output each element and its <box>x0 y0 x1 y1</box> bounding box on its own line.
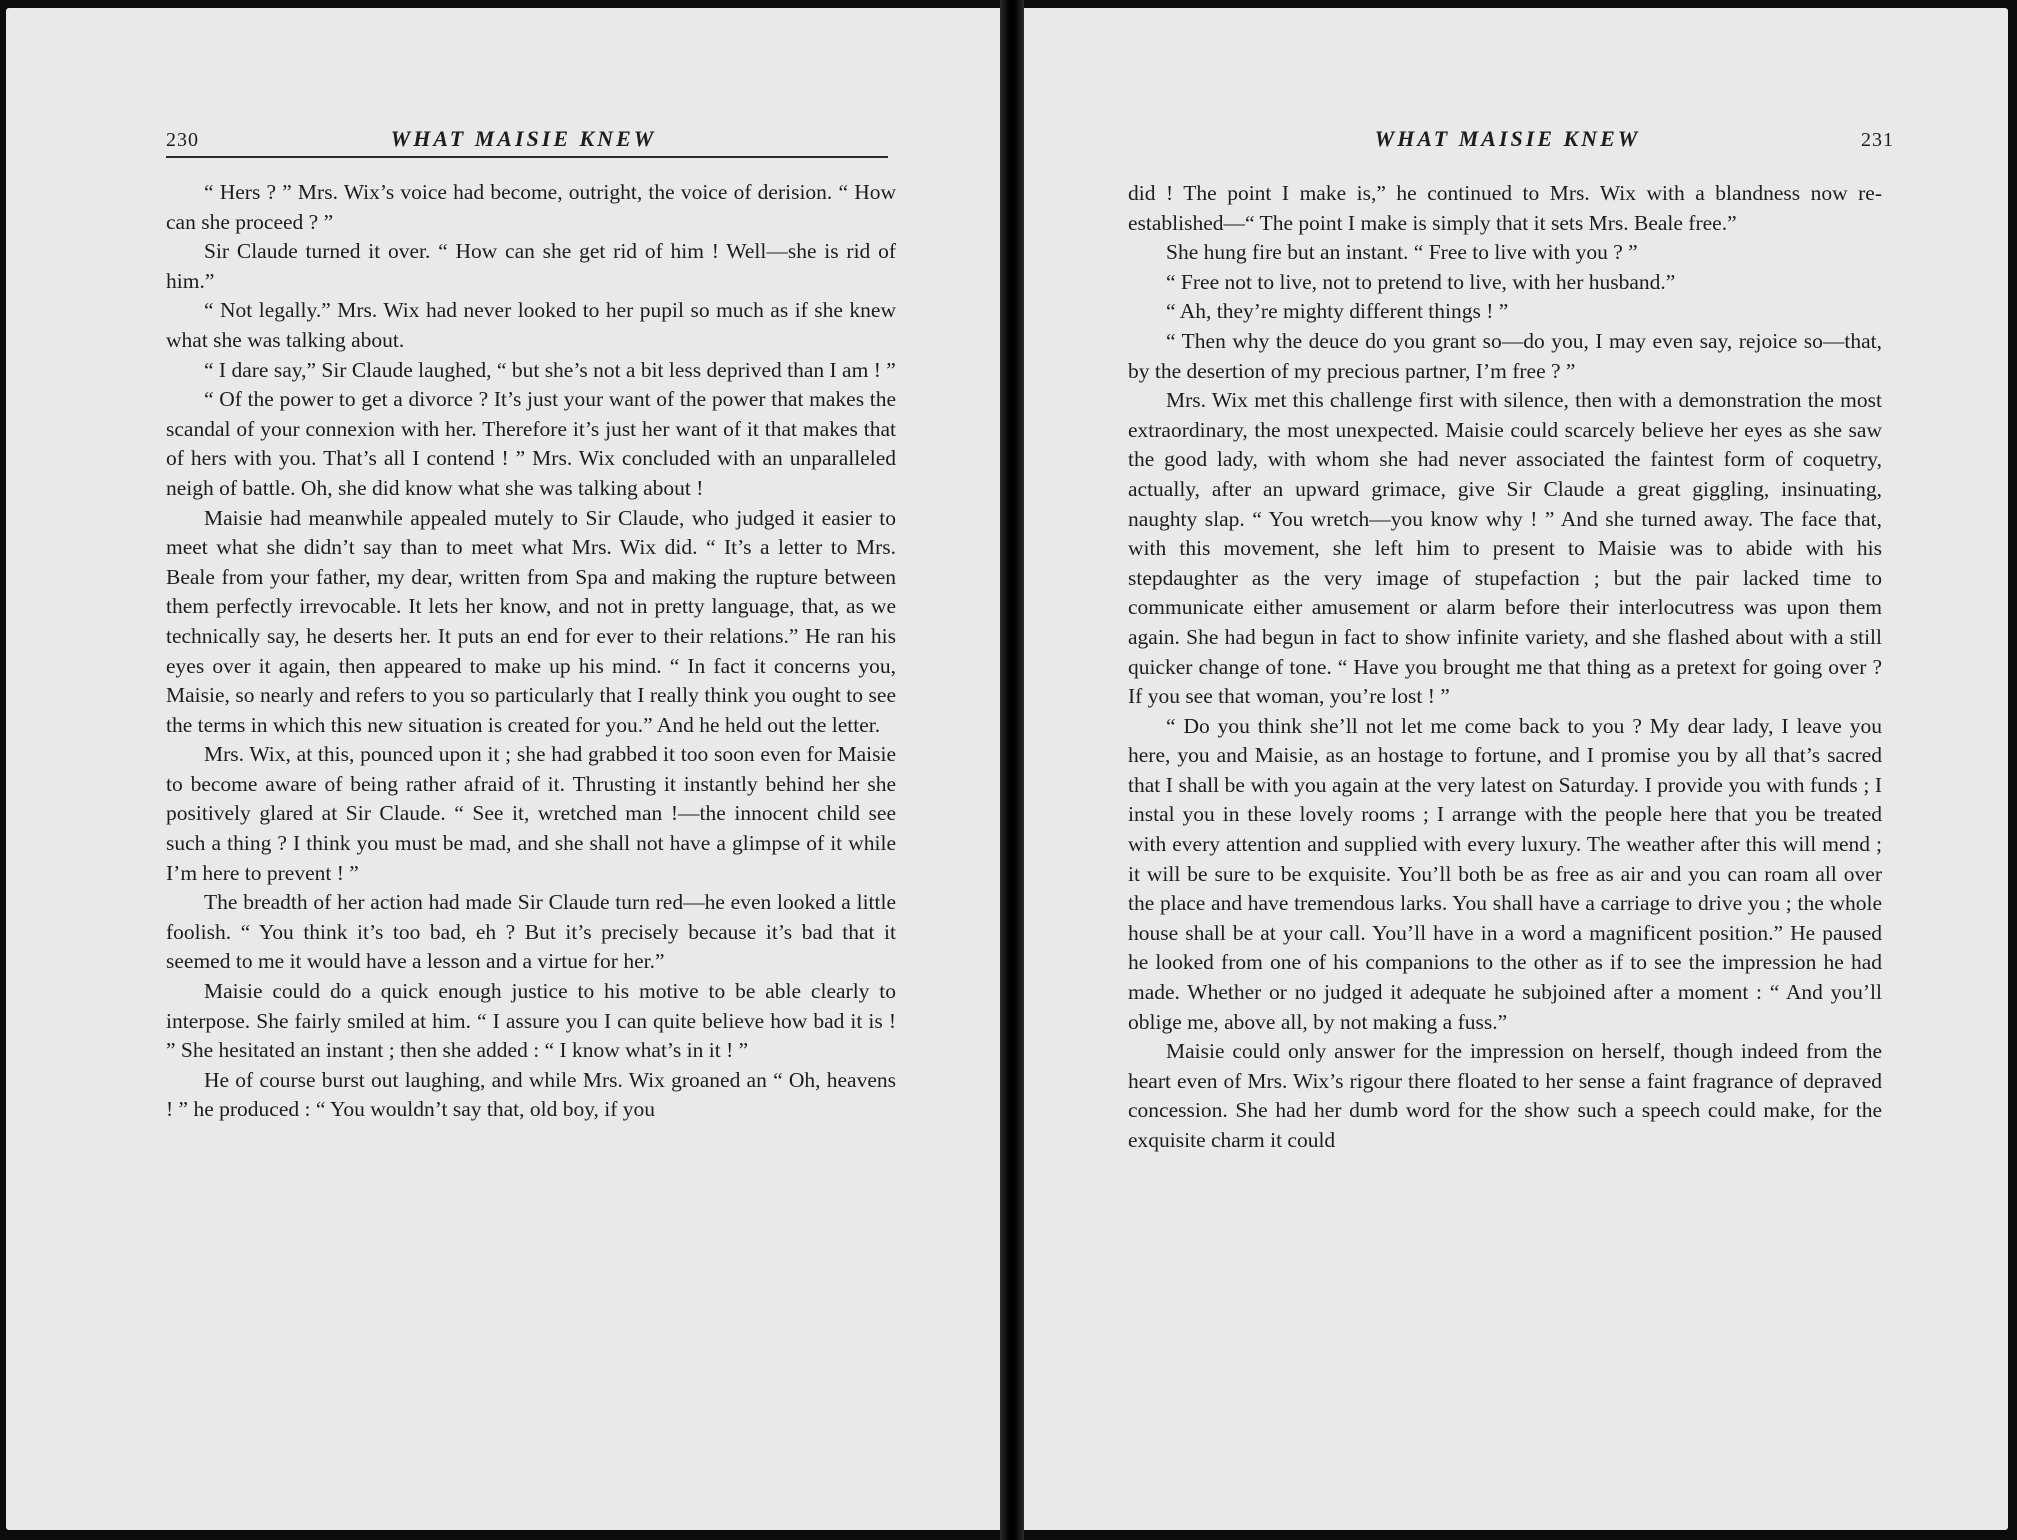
page-number: 231 <box>1860 129 1894 151</box>
paragraph: “ Do you think she’ll not let me come back to you ? My dear lady, I leave you here, you and Maisie, as an hostage to fortune, and I promise you by all that’s sacred that I shall be with you again at the very latest on Saturday. I provide you with funds ; I instal you in these lovely rooms ; I arrange with the people here that you be treated with every attention and supplied with every luxury. The weather after this will mend ; it will be sure to be exquisite. You’ll both be as free as air and you can roam all over the place and have tremendous larks. You shall have a carriage to drive you ; the whole house shall be at your call. You’ll have in a word a magnificent position.” He paused he looked from one of his companions to the other as if to see the impression he had made. Whether or no judged it adequate he subjoined after a moment : “ And you’ll oblige me, above all, by not making a fuss.” <box>1128 713 1882 1034</box>
left-page <box>6 8 1000 1530</box>
paragraph: Maisie had meanwhile appealed mutely to Sir Claude, who judged it easier to meet what she didn’t say than to meet what Mrs. Wix did. “ It’s a letter to Mrs. Beale from your father, my dear, written from Spa and making the rupture between them perfectly irrevocable. It lets her know, and not in pretty language, that, as we technically say, he deserts her. It puts an end for ever to their relations.” He ran his eyes over it again, then appeared to make up his mind. “ In fact it concerns you, Maisie, so nearly and refers to you so particularly that I really think you ought to see the terms in which this new situation is created for you.” And he held out the letter. <box>166 505 896 737</box>
paragraph: Maisie could only answer for the impression on herself, though indeed from the heart even of Mrs. Wix’s rigour there floated to her sense a faint fragrance of depraved concession. She had her dumb word for the show such a speech could make, for the exquisite charm it could <box>1128 1039 1882 1152</box>
paragraph: “ Of the power to get a divorce ? It’s just your want of the power that makes the scandal of your connexion with her. Therefore it’s just her want of it that makes that of hers with you. That’s all I contend ! ” Mrs. Wix concluded with an unparalleled neigh of battle. Oh, she did know what she was talking about ! <box>166 387 896 500</box>
right-page <box>1024 8 2008 1530</box>
paragraph: He of course burst out laughing, and while Mrs. Wix groaned an “ Oh, heavens ! ” he produced : “ You wouldn’t say that, old boy, if you <box>166 1067 896 1122</box>
right-page-header <box>1114 108 1894 156</box>
paragraph: She hung fire but an instant. “ Free to live with you ? ” <box>1166 240 1638 265</box>
paragraph: did ! The point I make is,” he continued to Mrs. Wix with a blandness now re-established—“ The point I make is simply that it sets Mrs. Beale free.” <box>1128 181 1882 235</box>
paragraph: “ Free not to live, not to pretend to live, with her husband.” <box>1166 269 1676 294</box>
paragraph: Sir Claude turned it over. “ How can she get rid of him ! Well—she is rid of him.” <box>166 239 896 293</box>
paragraph: “ Ah, they’re mighty different things ! ” <box>1166 299 1509 324</box>
paragraph: Maisie could do a quick enough justice to his motive to be able clearly to interpose. She fairly smiled at him. “ I assure you I can quite believe how bad it is ! ” She hesitated an instant ; then she added : “ I know what’s in it ! ” <box>166 979 896 1063</box>
paragraph: Mrs. Wix met this challenge first with silence, then with a demonstration the most extraordinary, the most unexpected. Maisie could scarcely believe her eyes as she saw the good lady, with whom she had never associated the faintest form of coquetry, actually, after an upward grimace, give Sir Claude a great giggling, insinuating, naughty slap. “ You wretch—you know why ! ” And she turned away. The face that, with this movement, she left him to present to Maisie was to abide with his stepdaughter as the very image of stupefaction ; but the pair lacked time to communicate either amusement or alarm before their interlocutress was upon them again. She had begun in fact to show infinite variety, and she flashed about with a still quicker change of tone. “ Have you brought me that thing as a pretext for going over ? If you see that woman, you’re lost ! ” <box>1128 388 1882 709</box>
paragraph: The breadth of her action had made Sir Claude turn red—he even looked a little foolish. “ You think it’s too bad, eh ? But it’s precisely because it’s bad that it seemed to me it would have a lesson and a virtue for her.” <box>166 890 896 974</box>
paragraph: “ Not legally.” Mrs. Wix had never looked to her pupil so much as if she knew what she was talking about. <box>166 298 896 352</box>
book-gutter <box>1000 0 1024 1540</box>
running-title: WHAT MAISIE KNEW <box>1374 126 1641 151</box>
left-page-body <box>166 178 896 1125</box>
left-page-header <box>166 108 888 158</box>
paragraph: Mrs. Wix, at this, pounced upon it ; she had grabbed it too soon even for Maisie to become aware of being rather afraid of it. Thrusting it instantly behind her she positively glared at Sir Claude. “ See it, wretched man !—the innocent child see such a thing ? I think you must be mad, and she shall not have a glimpse of it while I’m here to prevent ! ” <box>166 742 896 885</box>
running-title: WHAT MAISIE KNEW <box>390 126 657 151</box>
page-number: 230 <box>166 129 199 151</box>
paragraph: “ I dare say,” Sir Claude laughed, “ but she’s not a bit less deprived than I am ! ” <box>204 357 896 382</box>
paragraph: “ Hers ? ” Mrs. Wix’s voice had become, outright, the voice of derision. “ How can she proceed ? ” <box>166 180 896 234</box>
right-page-body <box>1128 179 1882 1156</box>
paragraph: “ Then why the deuce do you grant so—do you, I may even say, rejoice so—that, by the desertion of my precious partner, I’m free ? ” <box>1128 328 1882 383</box>
